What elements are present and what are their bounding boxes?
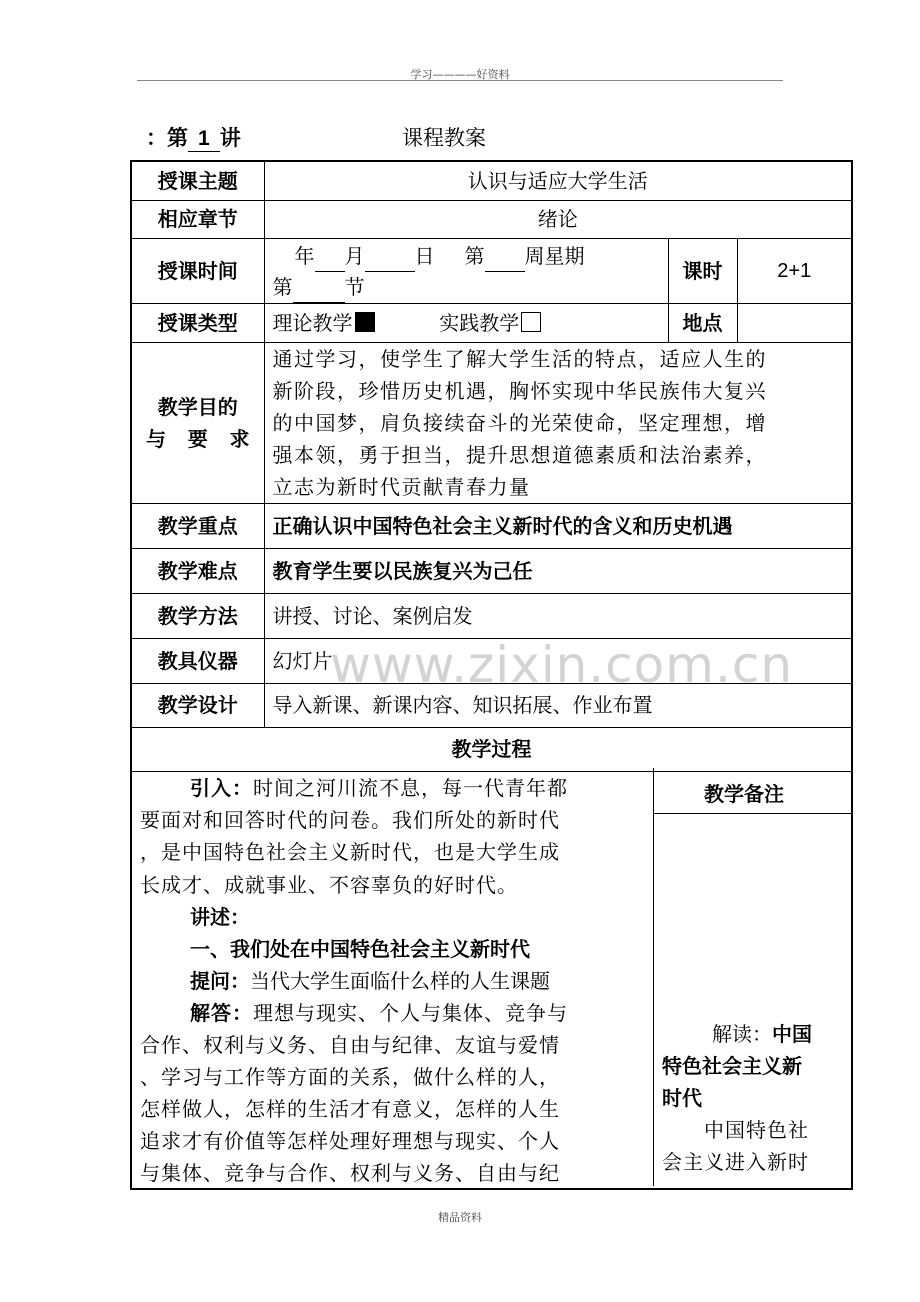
day-label: 日 [414, 243, 435, 268]
header-rule [137, 80, 783, 81]
intro-text: 时间之河川流不息，每一代青年都 [253, 776, 568, 800]
answer-line: 与集体、竞争与合作、权利与义务、自由与纪 [140, 1161, 560, 1185]
row-process-title [131, 727, 852, 771]
goal-label-line2: 与 要 求 [146, 426, 250, 451]
label-chapter: 相应章节 [131, 200, 264, 238]
value-hours: 2+1 [737, 238, 852, 303]
question-text: 当代大学生面临什么样的人生课题 [250, 969, 550, 993]
notes-divider [653, 813, 851, 814]
label-time: 授课时间 [131, 238, 264, 303]
process-title: 教学过程 [131, 727, 852, 771]
theory-checkbox[interactable] [355, 312, 375, 332]
note-line [712, 1018, 812, 1047]
label-type: 授课类型 [131, 303, 264, 342]
label-goal [131, 342, 264, 503]
lecture-num: 1 [188, 127, 220, 152]
label-location: 地点 [668, 303, 737, 342]
row-equipment [131, 638, 852, 683]
value-time [264, 238, 668, 303]
row-topic [131, 161, 852, 200]
answer-line [190, 997, 568, 1026]
label-hours: 课时 [668, 238, 737, 303]
page-header: 学习————好资料 [410, 68, 510, 81]
page-footer: 精品资料 [438, 1211, 482, 1224]
value-equipment: 幻灯片 [264, 638, 852, 683]
answer-text: 理想与现实、个人与集体、竞争与 [253, 1001, 568, 1025]
note-bold: 中国 [772, 1022, 812, 1046]
label-topic: 授课主题 [131, 161, 264, 200]
row-difficulty [131, 548, 852, 593]
lecture-number [146, 122, 241, 152]
label-key: 教学重点 [131, 503, 264, 548]
note-prefix: 解读： [712, 1022, 772, 1046]
question-label: 提问： [190, 969, 250, 993]
process-divider [653, 768, 654, 1186]
note-line: 特色社会主义新 [662, 1054, 802, 1078]
week-prefix: 第 [464, 243, 485, 268]
row-type [131, 303, 852, 342]
row-method [131, 593, 852, 638]
lecture-label: 讲述： [190, 905, 250, 929]
intro-line: 要面对和回答时代的问卷。我们所处的新时代 [140, 808, 560, 832]
note-line: 中国特色社 [704, 1118, 809, 1142]
answer-line: 合作、权利与义务、自由与纪律、友谊与爱情 [140, 1033, 560, 1057]
goal-label-line1: 教学目的 [157, 394, 238, 419]
label-method: 教学方法 [131, 593, 264, 638]
intro-line [190, 772, 568, 801]
value-topic: 认识与适应大学生活 [264, 161, 852, 200]
row-goal [131, 342, 852, 503]
value-location [737, 303, 852, 342]
value-difficulty: 教育学生要以民族复兴为己任 [264, 548, 852, 593]
intro-line: 长成才、成就事业、不容辜负的好时代。 [140, 873, 518, 897]
theory-option: 理论教学 [272, 310, 353, 335]
label-design: 教学设计 [131, 683, 264, 727]
section-suffix: 节 [344, 274, 365, 299]
answer-line: 追求才有价值等怎样处理好理想与现实、个人 [140, 1129, 560, 1153]
answer-line: 怎样做人，怎样的生活才有意义，怎样的人生 [140, 1097, 560, 1121]
practice-option: 实践教学 [439, 310, 520, 335]
row-time [131, 238, 852, 303]
answer-label: 解答： [190, 1001, 253, 1025]
row-chapter [131, 200, 852, 238]
row-design [131, 683, 852, 727]
week-suffix: 周星期 [524, 243, 585, 268]
lecture-prefix: ：第 [146, 125, 188, 150]
goal-line: 强本领，勇于担当，提升思想道德素质和法治素养， [272, 442, 767, 467]
value-goal [264, 342, 852, 503]
value-method: 讲授、讨论、案例启发 [264, 593, 852, 638]
value-type [264, 303, 668, 342]
goal-line: 新阶段，珍惜历史机遇，胸怀实现中华民族伟大复兴 [272, 378, 767, 403]
section-prefix: 第 [272, 274, 293, 299]
lecture-suffix: 讲 [219, 125, 241, 150]
label-equipment: 教具仪器 [131, 638, 264, 683]
value-design: 导入新课、新课内容、知识拓展、作业布置 [264, 683, 852, 727]
notes-title: 教学备注 [704, 782, 784, 806]
intro-line: ，是中国特色社会主义新时代，也是大学生成 [140, 840, 560, 864]
label-difficulty: 教学难点 [131, 548, 264, 593]
value-chapter: 绪论 [264, 200, 852, 238]
practice-checkbox[interactable] [521, 312, 541, 332]
watermark: www.zixin.com.cn [330, 636, 794, 694]
note-line: 会主义进入新时 [662, 1150, 809, 1174]
month-label: 月 [344, 243, 365, 268]
section-heading: 一、我们处在中国特色社会主义新时代 [190, 937, 530, 961]
goal-line: 的中国梦，肩负接续奋斗的光荣使命，坚定理想，增 [272, 410, 767, 435]
intro-label: 引入： [190, 776, 253, 800]
page-title: 课程教案 [402, 126, 486, 150]
question-line [190, 965, 550, 994]
note-line: 时代 [662, 1086, 702, 1110]
goal-line: 通过学习，使学生了解大学生活的特点，适应人生的 [272, 346, 767, 371]
goal-line: 立志为新时代贡献青春力量 [272, 474, 531, 499]
row-key [131, 503, 852, 548]
year-label: 年 [294, 243, 315, 268]
answer-line: 、学习与工作等方面的关系，做什么样的人， [140, 1065, 560, 1089]
value-key: 正确认识中国特色社会主义新时代的含义和历史机遇 [264, 503, 852, 548]
